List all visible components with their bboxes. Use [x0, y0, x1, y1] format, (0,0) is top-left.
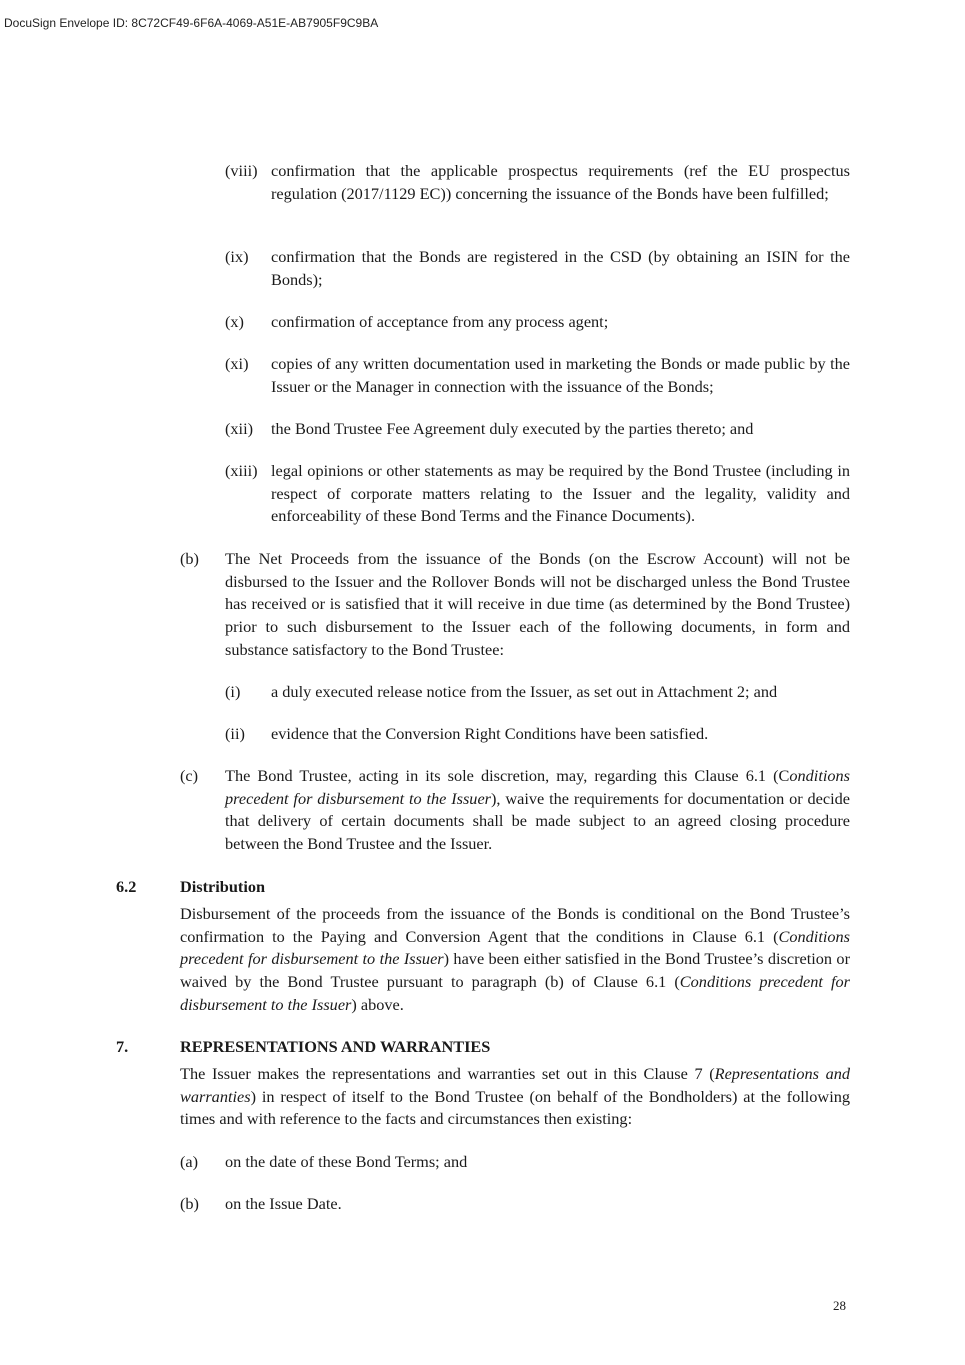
list-item: confirmation that the Bonds are registered in the CSD (by obtaining an ISIN for the Bonds); — [271, 247, 850, 289]
list-item-label: (viii) — [225, 161, 258, 180]
list-item: on the date of these Bond Terms; and — [225, 1152, 468, 1171]
paragraph-b: The Net Proceeds from the issuance of the Bonds (on the Escrow Account) will not be disbursed to the Issuer and the Rollover Bonds will not be discharged unless the Bond Trustee has received or is satisfied that it will receive in due time (as determined by the Bond Trustee) prior to such disbursement to the Issuer each of the following documents, in form and substance satisfactory to the Bond Trustee: — [225, 549, 850, 659]
section-7-body: The Issuer makes the representations and warranties set out in this Clause 7 (Representations and warranties) in respect of itself to the Bond Trustee (on behalf of the Bondholders) at the following times and with reference to the facts and circumstances then existing: — [180, 1064, 850, 1129]
section-6-2-body: Disbursement of the proceeds from the issuance of the Bonds is conditional on the Bond Trustee’s confirmation to the Paying and Conversion Agent that the conditions in Clause 6.1 (Conditions precedent for disbursement to the Issuer) have been either satisfied in the Bond Trustee’s discretion or waived by the Bond Trustee pursuant to paragraph (b) of Clause 6.1 (Conditions precedent for disbursement to the Issuer) above. — [180, 904, 851, 1014]
list-item-label: (a) — [180, 1152, 199, 1171]
list-item: confirmation of acceptance from any process agent; — [271, 312, 609, 331]
list-item-label: (ii) — [225, 724, 245, 743]
list-item-label: (ix) — [225, 247, 249, 266]
list-item: legal opinions or other statements as may be required by the Bond Trustee (including in respect of corporate matters relating to the Issuer and the legality, validity and enforceability of these Bond Terms and the Finance Documents). — [271, 461, 850, 526]
list-item-label: (x) — [225, 312, 244, 331]
list-item: confirmation that the applicable prospectus requirements (ref the EU prospectus regulation (2017/1129 EC)) concerning the issuance of the Bonds have been fulfilled; — [271, 161, 850, 203]
section-number: 6.2 — [116, 877, 137, 896]
section-title: REPRESENTATIONS AND WARRANTIES — [180, 1037, 491, 1056]
list-item: the Bond Trustee Fee Agreement duly executed by the parties thereto; and — [271, 419, 754, 438]
section-title: Distribution — [180, 877, 266, 896]
page-number: 28 — [833, 1298, 846, 1313]
paragraph-label: (b) — [180, 549, 199, 568]
list-item: evidence that the Conversion Right Conditions have been satisfied. — [271, 724, 709, 743]
list-item: copies of any written documentation used in marketing the Bonds or made public by the Issuer or the Manager in connection with the issuance of the Bonds; — [271, 354, 850, 396]
section-number: 7. — [116, 1037, 129, 1056]
list-item-label: (i) — [225, 682, 241, 701]
list-item: on the Issue Date. — [225, 1194, 342, 1213]
list-item-label: (b) — [180, 1194, 199, 1213]
list-item-label: (xii) — [225, 419, 254, 438]
list-item-label: (xi) — [225, 354, 249, 373]
docusign-envelope-id: DocuSign Envelope ID: 8C72CF49-6F6A-4069-A51E-AB7905F9C9BA — [4, 16, 379, 30]
list-item: a duly executed release notice from the Issuer, as set out in Attachment 2; and — [271, 682, 778, 701]
paragraph-label: (c) — [180, 766, 199, 785]
list-item-label: (xiii) — [225, 461, 258, 480]
paragraph-c: The Bond Trustee, acting in its sole discretion, may, regarding this Clause 6.1 (Conditions precedent for disbursement to the Issuer), waive the requirements for documentation or decide that delivery of certain documents shall be made subject to an agreed closing procedure between the Bond Trustee and the Issuer. — [225, 766, 850, 854]
